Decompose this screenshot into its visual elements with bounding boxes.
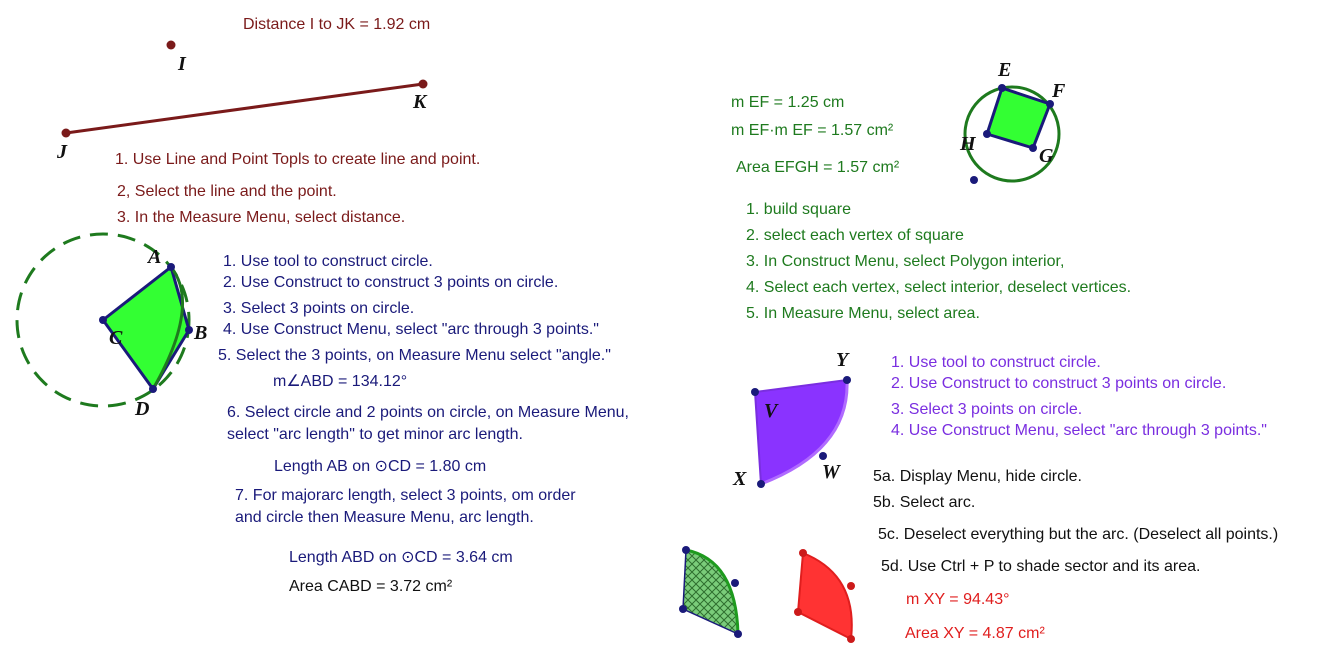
angle-measurement[interactable]: m∠ABD = 134.12° [273,373,408,390]
square-step-3: 3. In Construct Menu, select Polygon interior, [746,253,1065,270]
area-efgh-measurement[interactable]: Area EFGH = 1.57 cm² [736,159,900,176]
measure-ef-squared[interactable]: m EF·m EF = 1.57 cm² [731,122,894,139]
sector-step-5b: 5b. Select arc. [873,494,976,511]
circle-step-6a: 6. Select circle and 2 points on circle, on Measure Menu, [227,404,629,421]
point-g[interactable] [1029,144,1037,152]
point-x[interactable] [757,480,765,488]
point-e[interactable] [998,84,1006,92]
point-b[interactable] [185,326,193,334]
circle-step-1: 1. Use tool to construct circle. [223,253,433,270]
label-a: A [148,246,162,268]
point-w[interactable] [819,452,827,460]
sector-step-5d: 5d. Use Ctrl + P to shade sector and its area. [881,558,1201,575]
circle-step-4: 4. Use Construct Menu, select "arc through 3 points." [223,321,599,338]
red-point-4[interactable] [794,608,802,616]
square-step-4: 4. Select each vertex, select interior, deselect vertices. [746,279,1132,296]
red-point-2[interactable] [847,582,855,590]
sector-step-4: 4. Use Construct Menu, select "arc through 3 points." [891,422,1267,439]
line-jk[interactable] [66,84,423,133]
red-point-1[interactable] [799,549,807,557]
arc-xy-measurement[interactable]: m XY = 94.43° [906,591,1010,608]
sector-step-5c: 5c. Deselect everything but the arc. (Deselect all points.) [878,526,1279,543]
point-i[interactable] [167,41,176,50]
point-c[interactable] [99,316,107,324]
area-xy-measurement[interactable]: Area XY = 4.87 cm² [905,625,1045,642]
minor-arc-measurement[interactable]: Length AB on ⊙CD = 1.80 cm [274,458,487,475]
red-sector[interactable] [798,553,852,639]
label-i: I [178,53,186,75]
point-k[interactable] [419,80,428,89]
sector-step-1: 1. Use tool to construct circle. [891,354,1101,371]
major-arc-measurement[interactable]: Length ABD on ⊙CD = 3.64 cm [289,549,513,566]
label-k: K [413,91,427,113]
label-g: G [1039,145,1054,167]
circle-step-7a: 7. For majorarc length, select 3 points, om order [235,487,576,504]
label-h: H [960,133,976,155]
point-a[interactable] [167,263,175,271]
square-step-2: 2. select each vertex of square [746,227,964,244]
point-circle-bottom[interactable] [970,176,978,184]
label-f: F [1052,80,1066,102]
square-step-1: 1. build square [746,201,851,218]
circle-step-5: 5. Select the 3 points, on Measure Menu select "angle." [218,347,611,364]
label-e: E [998,59,1012,81]
circle-step-7b: and circle then Measure Menu, arc length. [235,509,534,526]
point-h[interactable] [983,130,991,138]
circle-step-2: 2. Use Construct to construct 3 points on circle. [223,274,559,291]
point-y[interactable] [843,376,851,384]
label-c: C [109,327,123,349]
sector-step-2: 2. Use Construct to construct 3 points on circle. [891,375,1227,392]
hatched-point-2[interactable] [731,579,739,587]
distance-step-2: 2, Select the line and the point. [117,183,337,200]
distance-step-1: 1. Use Line and Point Topls to create line and point. [115,151,481,168]
point-v[interactable] [751,388,759,396]
distance-step-3: 3. In the Measure Menu, select distance. [117,209,406,226]
hatched-point-1[interactable] [682,546,690,554]
label-x: X [733,468,747,490]
point-d[interactable] [149,385,157,393]
measure-ef[interactable]: m EF = 1.25 cm [731,94,845,111]
hatched-point-3[interactable] [734,630,742,638]
circle-step-3: 3. Select 3 points on circle. [223,300,415,317]
label-d: D [135,398,150,420]
label-y: Y [836,349,849,371]
red-point-3[interactable] [847,635,855,643]
point-j[interactable] [62,129,71,138]
label-b: B [194,322,208,344]
sector-step-3: 3. Select 3 points on circle. [891,401,1083,418]
hatched-point-4[interactable] [679,605,687,613]
label-j: J [57,141,67,163]
sector-step-5a: 5a. Display Menu, hide circle. [873,468,1082,485]
label-w: W [822,461,840,483]
label-v: V [764,400,778,422]
area-cabd-measurement[interactable]: Area CABD = 3.72 cm² [289,578,453,595]
square-step-5: 5. In Measure Menu, select area. [746,305,980,322]
circle-step-6b: select "arc length" to get minor arc length. [227,426,523,443]
distance-measurement[interactable]: Distance I to JK = 1.92 cm [243,16,431,33]
